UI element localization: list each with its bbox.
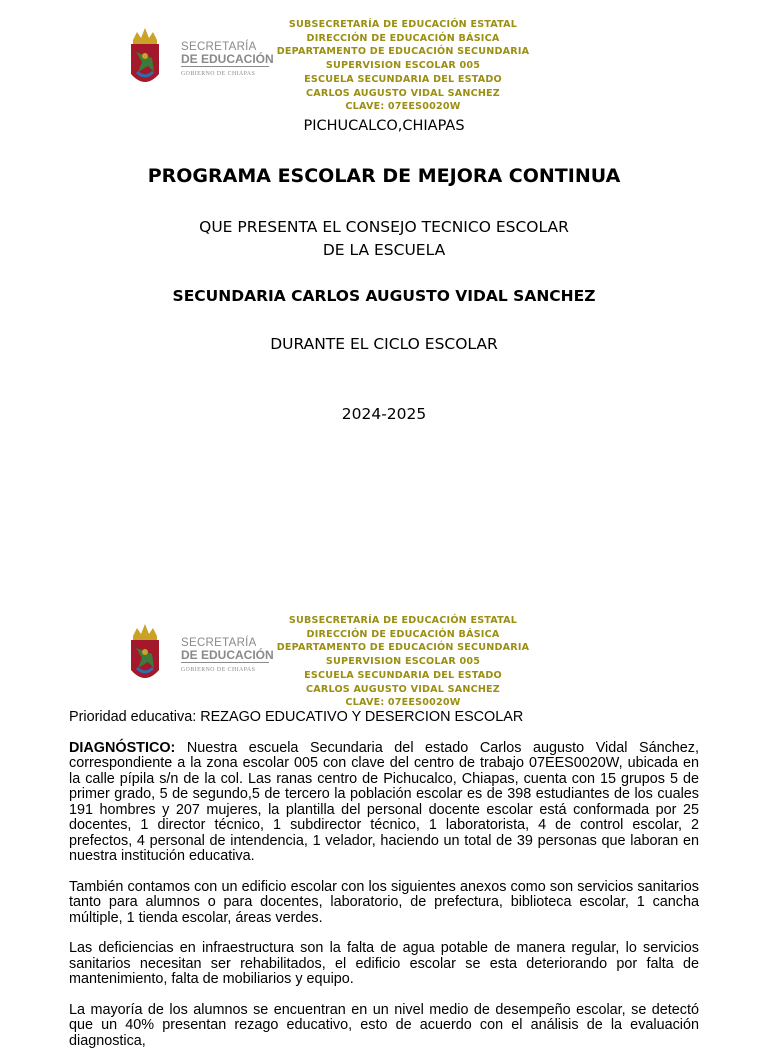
header-lines (268, 614, 538, 710)
logo-divider (181, 662, 269, 663)
period-label: DURANTE EL CICLO ESCOLAR (0, 335, 768, 353)
header-lines (268, 18, 538, 114)
logo-text-secretaria: SECRETARÍA (181, 41, 257, 53)
logo-text-educacion: DE EDUCACIÓN (181, 53, 274, 66)
header-line: SUBSECRETARÍA DE EDUCACIÓN ESTATAL (268, 18, 538, 32)
logo-divider (181, 66, 269, 67)
priority-line: Prioridad educativa: REZAGO EDUCATIVO Y DESERCION ESCOLAR (69, 710, 699, 726)
header-line: CARLOS AUGUSTO VIDAL SANCHEZ (268, 87, 538, 101)
school-name: SECUNDARIA CARLOS AUGUSTO VIDAL SANCHEZ (0, 287, 768, 305)
document-title: PROGRAMA ESCOLAR DE MEJORA CONTINUA (0, 165, 768, 187)
subtitle (0, 216, 768, 262)
logo-text-gobierno: GOBIERNO DE CHIAPAS (181, 666, 255, 674)
header-line: DEPARTAMENTO DE EDUCACIÓN SECUNDARIA (268, 45, 538, 59)
logo-text-secretaria: SECRETARÍA (181, 637, 257, 649)
header-line: CARLOS AUGUSTO VIDAL SANCHEZ (268, 683, 538, 697)
header-line: DIRECCIÓN DE EDUCACIÓN BÁSICA (268, 628, 538, 642)
logo-text-educacion: DE EDUCACIÓN (181, 649, 274, 662)
document-body (69, 710, 699, 1024)
letterhead-second-page (0, 611, 768, 706)
facilities-paragraph: También contamos con un edificio escolar con los siguientes anexos como son servicios sanitarios tanto para alumnos o para docentes, laboratorio, de prefectura, biblioteca escolar, 1 cancha múltiple, 1 tienda escolar, áreas verdes. (69, 880, 699, 927)
header-line: ESCUELA SECUNDARIA DEL ESTADO (268, 73, 538, 87)
header-line: SUBSECRETARÍA DE EDUCACIÓN ESTATAL (268, 614, 538, 628)
location: PICHUCALCO,CHIAPAS (0, 118, 768, 134)
header-line: SUPERVISION ESCOLAR 005 (268, 655, 538, 669)
letterhead-top (0, 15, 768, 110)
diagnosis-label: DIAGNÓSTICO: (69, 740, 175, 756)
performance-paragraph: La mayoría de los alumnos se encuentran en un nivel medio de desempeño escolar, se detectó que un 40% presentan rezago educativo, esto de acuerdo con el análisis de la evaluación diagnostica, (69, 1003, 699, 1049)
header-line: ESCUELA SECUNDARIA DEL ESTADO (268, 669, 538, 683)
subtitle-line: QUE PRESENTA EL CONSEJO TECNICO ESCOLAR (0, 216, 768, 239)
header-line: DEPARTAMENTO DE EDUCACIÓN SECUNDARIA (268, 641, 538, 655)
header-line: SUPERVISION ESCOLAR 005 (268, 59, 538, 73)
diagnosis-text: Nuestra escuela Secundaria del estado Carlos augusto Vidal Sánchez, correspondiente a la zona escolar 005 con clave del centro de trabajo 07EES0020W, ubicada en la calle pípila s/n de la col. Las ranas centro de Pichucalco, Chiapas, cuenta con 15 grupos 5 de primer grado, 5 de segundo,5 de tercero la población escolar es de 398 estudiantes de los cuales 191 hombres y 207 mujeres, la plantilla del personal docente escolar está conformada por 25 docentes, 1 director técnico, 1 subdirector técnico, 1 laboratorista, 4 de control escolar, 2 prefectos, 4 personal de intendencia, 1 velador, haciendo un total de 39 personas que laboran en nuestra institución educativa. (69, 740, 699, 865)
diagnosis-paragraph (69, 741, 699, 865)
infrastructure-paragraph: Las deficiencias en infraestructura son la falta de agua potable de manera regular, lo servicios sanitarios necesitan ser rehabilitados, el edificio escolar se esta deteriorando por falta de mantenimiento, falta de mobiliarios y equipo. (69, 941, 699, 988)
subtitle-line: DE LA ESCUELA (0, 239, 768, 262)
header-line: CLAVE: 07EES0020W (268, 696, 538, 710)
header-line: DIRECCIÓN DE EDUCACIÓN BÁSICA (268, 32, 538, 46)
header-line: CLAVE: 07EES0020W (268, 100, 538, 114)
school-year: 2024-2025 (0, 405, 768, 423)
logo-text-gobierno: GOBIERNO DE CHIAPAS (181, 70, 255, 78)
